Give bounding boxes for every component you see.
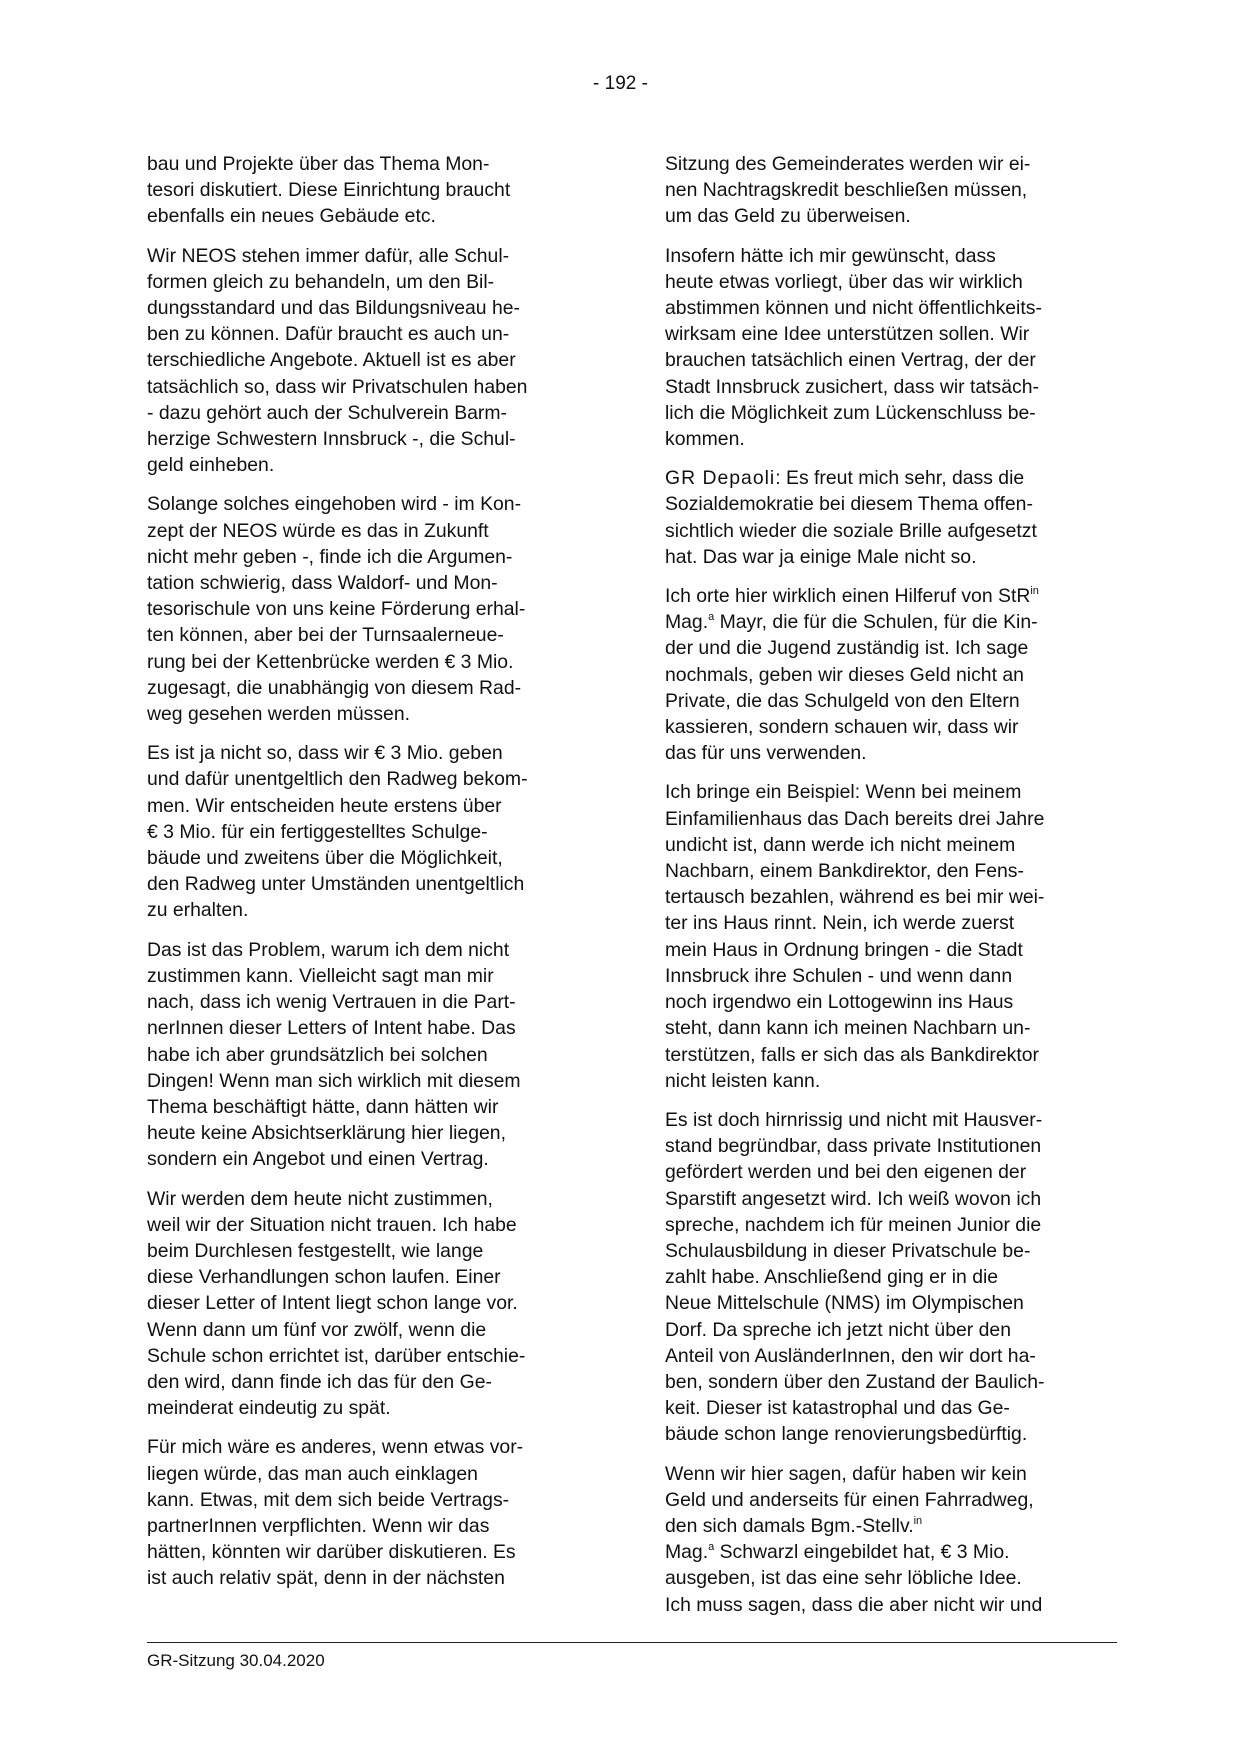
paragraph: bau und Projekte über das Thema Mon- tesori diskutiert. Diese Einrichtung braucht ebenfalls ein neues Gebäude etc. — [147, 153, 511, 228]
paragraph: Das ist das Problem, warum ich dem nicht zustimmen kann. Vielleicht sagt man mir nach, dass ich wenig Vertrauen in die Part- nerInnen dieser Letters of Intent habe. Das habe ich aber grundsätzlich bei solchen Dingen! Wenn man sich wirklich mit diesem Thema beschäftigt hätte, dann hätten wir heute keine Absichtserklärung hier liegen, sondern ein Angebot und einen Vertrag. — [147, 938, 521, 1171]
paragraph: Für mich wäre es anderes, wenn etwas vor- liegen würde, das man auch einklagen kann. Etwas, mit dem sich beide Vertrags- partnerInnen verpflichten. Wenn wir das hätten, könnten wir darüber diskutieren. Es ist auch relativ spät, denn in der nächsten — [147, 1436, 524, 1590]
right-column — [665, 151, 1117, 1618]
paragraph: Ich bringe ein Beispiel: Wenn bei meinem Einfamilienhaus das Dach bereits drei Jahre undicht ist, dann werde ich nicht meinem Nachbarn, einem Bankdirektor, den Fens- tertausch bezahlen, während es bei mir wei- ter ins Haus rinnt. Nein, ich werde zuerst mein Haus in Ordnung bringen - die Stadt Innsbruck ihre Schulen - und wenn dann noch irgendwo ein Lottogewinn ins Haus steht, dann kann ich meinen Nachbarn un- terstützen, falls er sich das als Bankdirektor nicht leisten kann. — [665, 781, 1045, 1092]
paragraph: Insofern hätte ich mir gewünscht, dass heute etwas vorliegt, über das wir wirklich abstimmen können und nicht öffentlichkeits- wirksam eine Idee unterstützen sollen. Wir brauchen tatsächlich einen Vertrag, der der Stadt Innsbruck zusichert, dass wir tatsäch- lich die Möglichkeit zum Lückenschluss be- kommen. — [665, 244, 1042, 451]
speech-text: : Es freut mich sehr, dass die Sozialdemokratie bei diesem Thema offen- sichtlich wieder die soziale Brille aufgesetzt hat. Das war ja einige Male nicht so. — [665, 467, 1037, 568]
paragraph: Es ist ja nicht so, dass wir € 3 Mio. geben und dafür unentgeltlich den Radweg bekom- men. Wir entscheiden heute erstens über € 3 Mio. für ein fertiggestelltes Schulge- bäude und zweitens über die Möglichkeit, den Radweg unter Umständen unentgeltlich zu erhalten. — [147, 742, 528, 922]
text-segment: Mag. — [665, 611, 709, 634]
footer-text: GR-Sitzung 30.04.2020 — [147, 1651, 325, 1670]
superscript: a — [708, 611, 715, 624]
paragraph: Sitzung des Gemeinderates werden wir ei- nen Nachtragskredit beschließen müssen, um das Geld zu überweisen. — [665, 153, 1031, 228]
paragraph-speaker — [665, 465, 1117, 570]
paragraph — [665, 583, 1117, 766]
paragraph — [665, 1461, 1117, 1618]
text-segment: Mag. — [665, 1541, 709, 1564]
superscript: in — [1030, 585, 1039, 598]
paragraph: Solange solches eingehoben wird - im Kon- zept der NEOS würde es das in Zukunft nicht mehr geben -, finde ich die Argumen- tation schwierig, dass Waldorf- und Mon- tesorischule von uns keine Förderung erhal- ten können, aber bei der Turnsaalerneue- rung bei der Kettenbrücke werden € 3 Mio. zugesagt, die unabhängig von diesem Rad- weg gesehen werden müssen. — [147, 493, 526, 726]
footer-divider — [147, 1642, 1117, 1643]
paragraph: Es ist doch hirnrissig und nicht mit Hausver- stand begründbar, dass private Institutionen gefördert werden und bei den eigenen der Sparstift angesetzt wird. Ich weiß wovon ich spreche, nachdem ich für meinen Junior die Schulausbildung in dieser Privatschule be- zahlt habe. Anschließend ging er in die Neue Mittelschule (NMS) im Olympischen Dorf. Da spreche ich jetzt nicht über den Anteil von AusländerInnen, den wir dort ha- ben, sondern über den Zustand der Baulich- keit. Dieser ist katastrophal und das Ge- bäude schon lange renovierungsbedürftig. — [665, 1108, 1045, 1446]
text-segment: Wenn wir hier sagen, dafür haben wir kein Geld und anderseits für einen Fahrradweg, den sich damals Bgm.-Stellv. — [665, 1462, 1034, 1537]
left-column — [147, 151, 599, 1592]
text-segment: Ich orte hier wirklich einen Hilferuf von StR — [665, 585, 1031, 608]
speaker-name: GR Depaoli — [665, 467, 776, 490]
text-segment: Mayr, die für die Schulen, für die Kin- der und die Jugend zuständig ist. Ich sage nochmals, geben wir dieses Geld nicht an Private, die das Schulgeld von den Eltern kassieren, sondern schauen wir, dass wir das für uns verwenden. — [665, 611, 1038, 765]
paragraph: Wir werden dem heute nicht zustimmen, weil wir der Situation nicht trauen. Ich habe beim Durchlesen festgestellt, wie lange diese Verhandlungen schon laufen. Einer dieser Letter of Intent liegt schon lange vor. Wenn dann um fünf vor zwölf, wenn die Schule schon errichtet ist, darüber entschie- den wird, dann finde ich das für den Ge- meinderat eindeutig zu spät. — [147, 1187, 526, 1420]
page-number: - 192 - — [593, 73, 648, 94]
text-segment: Schwarzl eingebildet hat, € 3 Mio. ausgeben, ist das eine sehr löbliche Idee. Ich muss sagen, dass die aber nicht wir und — [665, 1541, 1043, 1616]
superscript: in — [913, 1514, 923, 1527]
superscript: a — [708, 1541, 715, 1554]
paragraph: Wir NEOS stehen immer dafür, alle Schul- formen gleich zu behandeln, um den Bil- dungsstandard und das Bildungsniveau he- ben zu können. Dafür braucht es auch un- terschiedliche Angebote. Aktuell ist es aber tatsächlich so, dass wir Privatschulen haben - dazu gehört auch der Schulverein Barm- herzige Schwestern Innsbruck -, die Schul- geld einheben. — [147, 244, 528, 477]
